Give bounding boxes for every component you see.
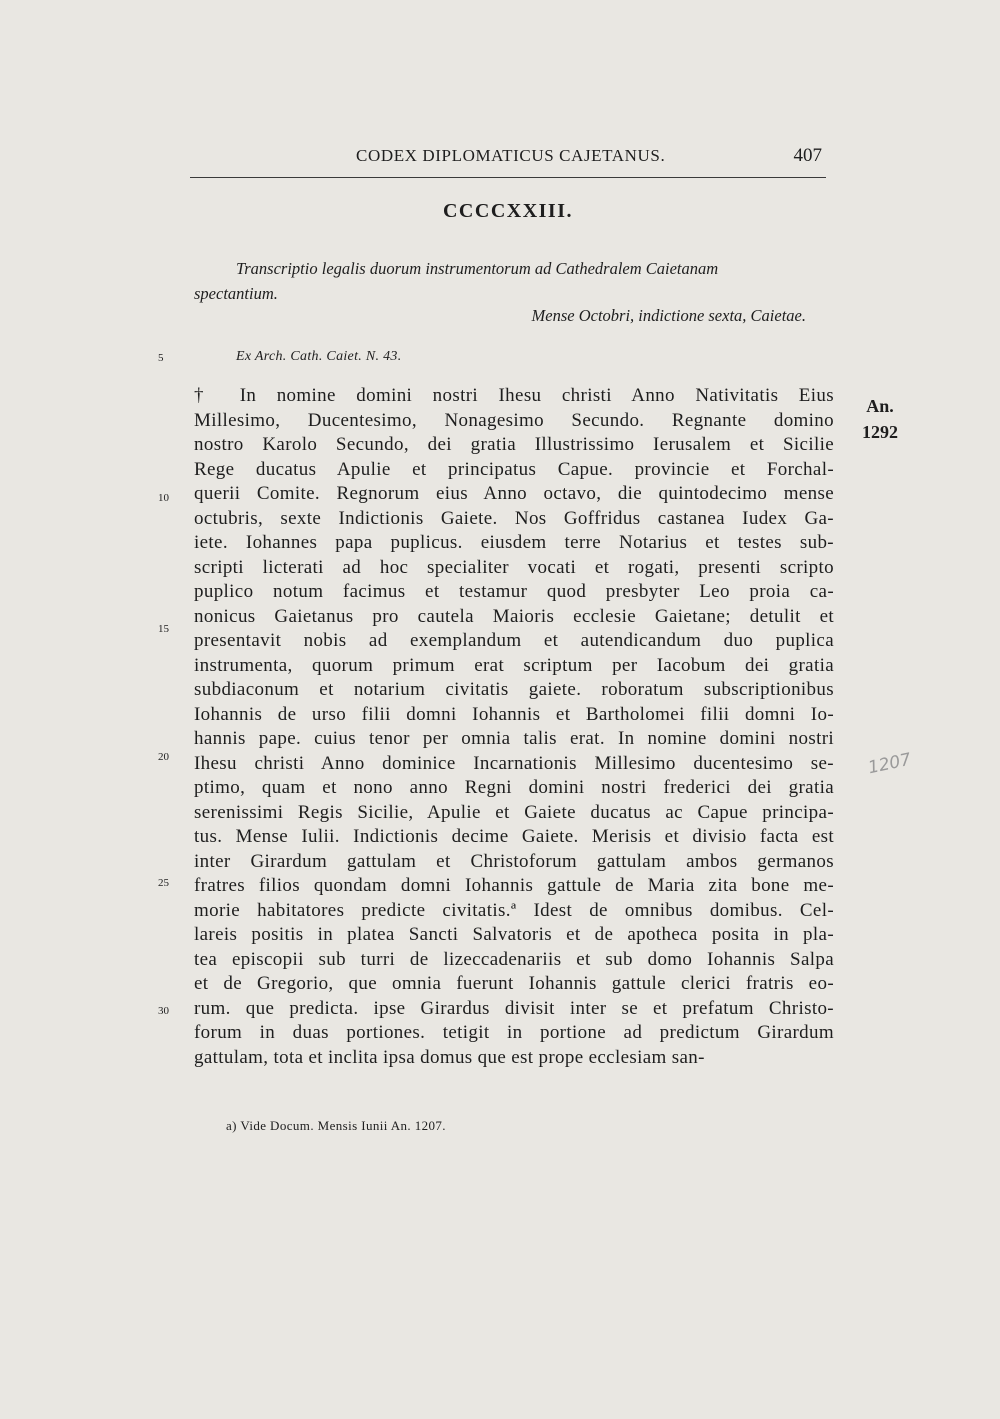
header-rule [190,177,826,178]
text-line: Iohannis de urso filii domni Iohannis et Bartholomei filii domni Io- [194,703,834,725]
text-line: inter Girardum gattulam et Christoforum gattulam ambos germanos [194,850,834,872]
rubric-line-2: spectantium. [194,284,278,303]
text-line: lareis positis in platea Sancti Salvatoris et de apotheca posita in pla- [194,924,834,945]
text-line: rum. que predicta. ipse Girardus divisit inter se et prefatum Christo- [194,997,834,1019]
line-number: 10 [158,492,169,504]
text-line: Ihesu christi Anno dominice Incarnationis Millesimo ducentesimo se- [194,752,834,774]
text-line: forum in duas portiones. tetigit in portione ad predictum Girardum [194,1022,834,1043]
document-body-text [194,384,834,1070]
line-number: 20 [158,751,169,763]
text-line: nostro Karolo Secundo, dei gratia Illustrissimo Ierusalem et Sicilie [194,434,834,455]
text-line: presentavit nobis ad exemplandum et autendicandum duo puplica [194,630,834,651]
line-number: 15 [158,623,169,635]
margin-year-note [848,393,912,445]
page-number: 407 [793,145,822,166]
footnote: a) Vide Docum. Mensis Iunii An. 1207. [226,1118,446,1133]
text-line: Rege ducatus Apulie et principatus Capue. provincie et Forchal- [194,458,834,480]
text-line: iete. Iohannes papa puplicus. eiusdem terre Notarius et testes sub- [194,532,834,553]
margin-an-label: An. [866,396,894,416]
rubric-line-1: Transcriptio legalis duorum instrumentorum ad Cathedralem Caietanam [236,259,719,278]
text-line: hannis pape. cuius tenor per omnia talis erat. In nomine domini nostri [194,728,834,749]
text-line: subdiaconum et notarium civitatis gaiete. roboratum subscriptionibus [194,679,834,700]
text-line: nonicus Gaietanus pro cautela Maioris ecclesie Gaietane; detulit et [194,605,834,627]
text-line: fratres filios quondam domni Iohannis gattule de Maria zita bone me- [194,875,834,896]
dateline: Mense Octobri, indictione sexta, Caietae. [531,306,806,325]
pencil-annotation: 1207 [866,749,913,779]
text-line: et de Gregorio, que omnia fuerunt Iohannis gattule clerici fratris eo- [194,973,834,994]
document-rubric [194,256,834,306]
text-line: instrumenta, quorum primum erat scriptum per Iacobum dei gratia [194,654,834,676]
text-line: gattulam, tota et inclita ipsa domus que est prope ecclesiam san- [194,1046,705,1068]
text-line: serenissimi Regis Sicilie, Apulie et Gaiete ducatus ac Capue principa- [194,801,834,823]
line-number: 30 [158,1005,169,1017]
text-line: † In nomine domini nostri Ihesu christi Anno Nativitatis Eius [194,385,834,406]
archive-source: Ex Arch. Cath. Caiet. N. 43. [236,349,402,364]
margin-year: 1292 [862,422,898,442]
text-line: scripti licterati ad hoc specialiter vocati et rogati, presenti scripto [194,556,834,578]
text-line: querii Comite. Regnorum eius Anno octavo, die quintodecimo mense [194,483,834,504]
text-line: tus. Mense Iulii. Indictionis decime Gaiete. Merisis et divisio facta est [194,826,834,847]
text-line: tea episcopii sub turri de lizeccadenariis et sub domo Iohannis Salpa [194,948,834,970]
document-number: CCCCXXIII. [442,200,573,222]
text-line: puplico notum facimus et testamur quod presbyter Leo proia ca- [194,581,834,602]
running-title: CODEX DIPLOMATICUS CAJETANUS. [356,146,666,165]
text-line: Millesimo, Ducentesimo, Nonagesimo Secundo. Regnante domino [194,409,834,431]
line-number: 5 [158,352,164,364]
running-header [190,146,830,168]
text-line: octubris, sexte Indictionis Gaiete. Nos Goffridus castanea Iudex Ga- [194,507,834,529]
text-line: ptimo, quam et nono anno Regni domini nostri frederici dei gratia [194,777,834,798]
line-number: 25 [158,877,169,889]
text-line: morie habitatores predicte civitatis.ª Idest de omnibus domibus. Cel- [194,899,834,921]
